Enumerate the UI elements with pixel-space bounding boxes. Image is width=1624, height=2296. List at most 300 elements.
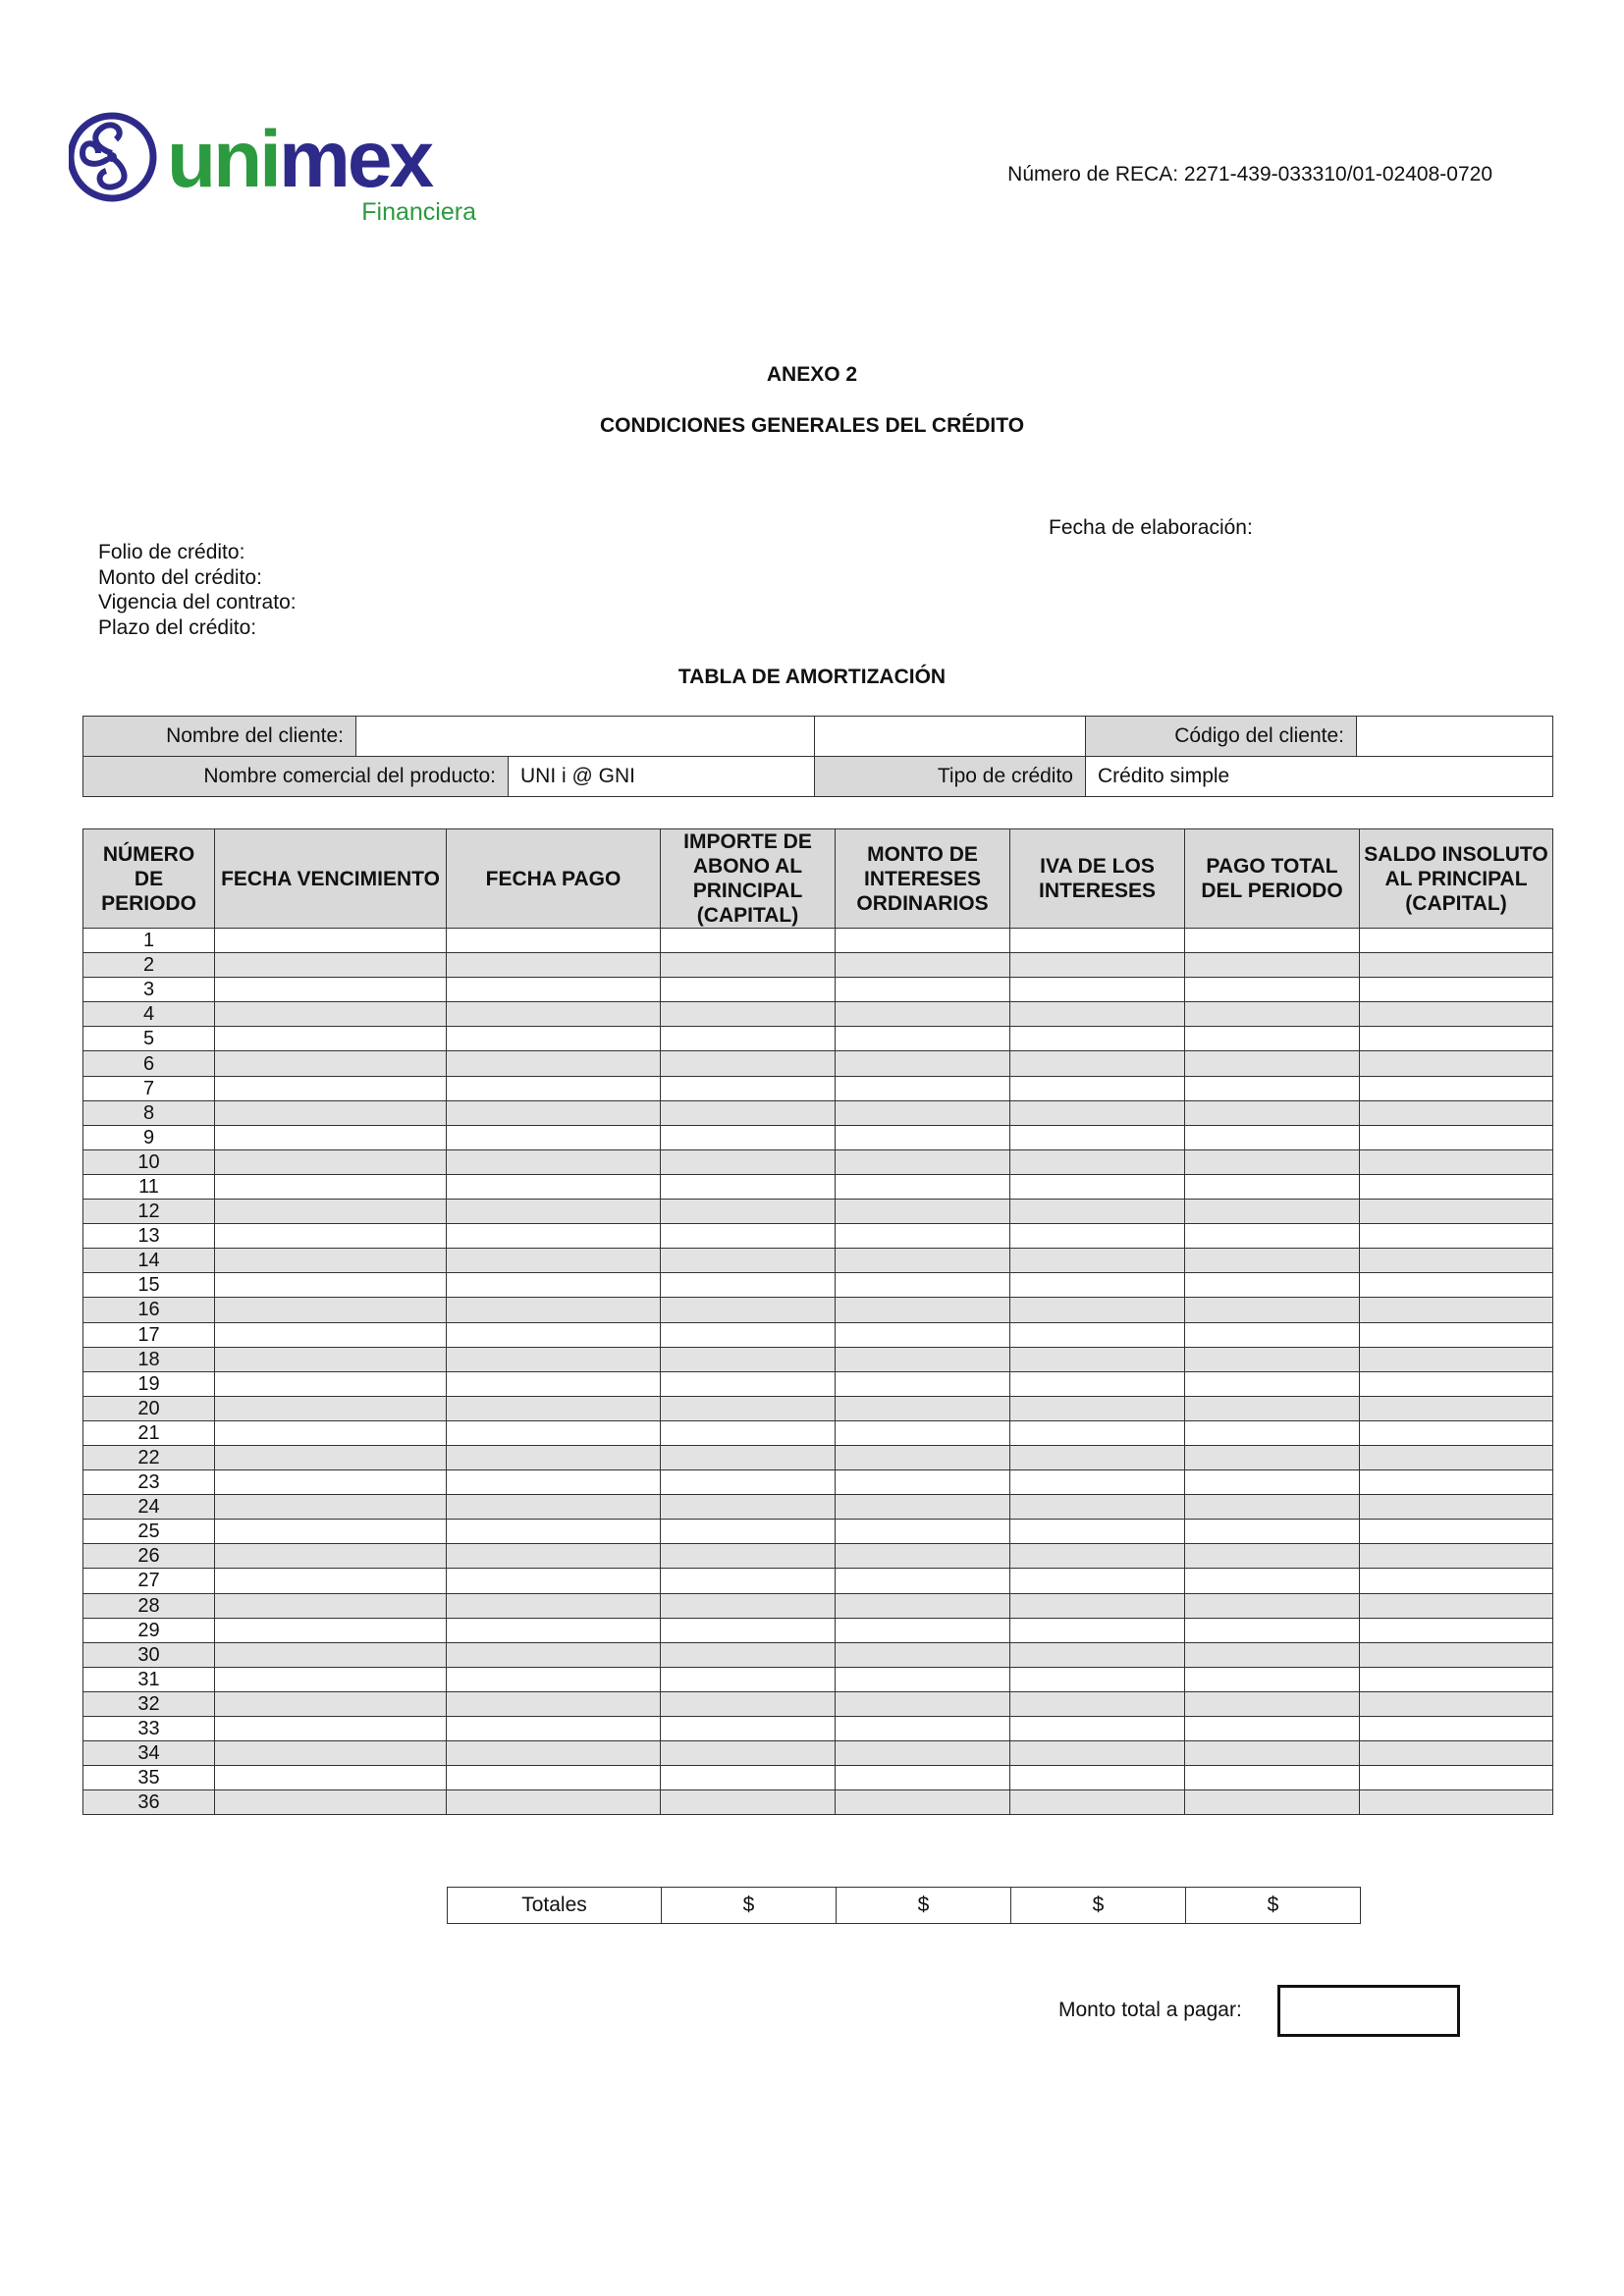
table-cell[interactable]	[1185, 1100, 1360, 1125]
table-row	[83, 1249, 1553, 1273]
table-cell[interactable]	[1010, 1149, 1185, 1174]
table-cell[interactable]	[215, 1618, 447, 1642]
table-cell[interactable]	[447, 1717, 661, 1741]
table-cell[interactable]	[447, 929, 661, 953]
table-cell[interactable]	[215, 1273, 447, 1298]
table-cell[interactable]	[215, 1051, 447, 1076]
table-cell[interactable]	[1010, 1766, 1185, 1790]
table-cell[interactable]	[447, 1174, 661, 1199]
table-cell[interactable]	[1360, 1027, 1553, 1051]
table-cell[interactable]	[447, 1445, 661, 1469]
table-cell[interactable]	[1360, 1200, 1553, 1224]
table-cell[interactable]	[1185, 1027, 1360, 1051]
table-cell[interactable]	[447, 1273, 661, 1298]
table-cell[interactable]	[215, 1569, 447, 1593]
table-cell[interactable]	[1360, 1790, 1553, 1815]
table-cell[interactable]	[836, 1347, 1010, 1371]
table-cell[interactable]	[1185, 1174, 1360, 1199]
table-cell[interactable]	[1010, 929, 1185, 953]
table-cell[interactable]	[447, 1200, 661, 1224]
table-cell[interactable]	[661, 1149, 836, 1174]
table-cell[interactable]	[1185, 1051, 1360, 1076]
table-cell[interactable]	[836, 1691, 1010, 1716]
table-cell[interactable]	[1010, 1027, 1185, 1051]
table-cell[interactable]	[1185, 1642, 1360, 1667]
table-cell[interactable]	[1010, 1667, 1185, 1691]
table-cell[interactable]	[215, 978, 447, 1002]
total-principal: $	[662, 1888, 837, 1924]
table-cell[interactable]	[1185, 1766, 1360, 1790]
table-cell[interactable]	[1010, 1790, 1185, 1815]
table-cell[interactable]	[1185, 1691, 1360, 1716]
table-cell[interactable]	[661, 1766, 836, 1790]
table-cell[interactable]	[661, 929, 836, 953]
table-cell[interactable]	[661, 1347, 836, 1371]
table-cell[interactable]	[661, 1100, 836, 1125]
period-number: 17	[83, 1322, 215, 1347]
table-cell[interactable]	[661, 1520, 836, 1544]
table-cell[interactable]	[1010, 1174, 1185, 1199]
table-cell[interactable]	[836, 1667, 1010, 1691]
table-cell[interactable]	[1360, 1544, 1553, 1569]
monto-label: Monto del crédito:	[98, 565, 262, 589]
table-cell[interactable]	[1360, 1396, 1553, 1420]
table-cell[interactable]	[1360, 1100, 1553, 1125]
table-cell[interactable]	[1010, 1396, 1185, 1420]
folio-label: Folio de crédito:	[98, 541, 245, 563]
table-row	[83, 1347, 1553, 1371]
table-cell[interactable]	[1010, 1347, 1185, 1371]
table-cell[interactable]	[1185, 1544, 1360, 1569]
table-cell[interactable]	[1360, 953, 1553, 978]
table-cell[interactable]	[1185, 953, 1360, 978]
table-cell[interactable]	[1010, 1100, 1185, 1125]
table-cell[interactable]	[836, 1125, 1010, 1149]
table-cell[interactable]	[1010, 1741, 1185, 1766]
table-cell[interactable]	[836, 1322, 1010, 1347]
table-cell[interactable]	[661, 1273, 836, 1298]
table-cell[interactable]	[447, 1766, 661, 1790]
table-cell[interactable]	[661, 1790, 836, 1815]
table-cell[interactable]	[447, 1495, 661, 1520]
table-cell[interactable]	[1360, 1125, 1553, 1149]
table-cell[interactable]	[215, 1076, 447, 1100]
monto-total-field[interactable]	[1277, 1985, 1460, 2037]
table-cell[interactable]	[661, 1544, 836, 1569]
table-cell[interactable]	[447, 1051, 661, 1076]
table-cell[interactable]	[1185, 1445, 1360, 1469]
table-cell[interactable]	[836, 978, 1010, 1002]
table-cell[interactable]	[1010, 953, 1185, 978]
table-cell[interactable]	[1360, 1495, 1553, 1520]
table-cell[interactable]	[1010, 1618, 1185, 1642]
table-cell[interactable]	[836, 1273, 1010, 1298]
table-cell[interactable]	[1360, 1445, 1553, 1469]
period-number: 35	[83, 1766, 215, 1790]
table-cell[interactable]	[215, 1766, 447, 1790]
table-cell[interactable]	[836, 1076, 1010, 1100]
table-cell[interactable]	[1010, 1200, 1185, 1224]
table-cell[interactable]	[1185, 1569, 1360, 1593]
table-cell[interactable]	[1185, 1396, 1360, 1420]
table-cell[interactable]	[661, 1470, 836, 1495]
table-cell[interactable]	[836, 929, 1010, 953]
table-cell[interactable]	[1360, 1298, 1553, 1322]
client-code-field[interactable]	[1357, 717, 1553, 757]
table-cell[interactable]	[447, 1249, 661, 1273]
table-cell[interactable]	[661, 1593, 836, 1618]
table-cell[interactable]	[1185, 1790, 1360, 1815]
table-cell[interactable]	[1360, 1569, 1553, 1593]
table-cell[interactable]	[215, 1224, 447, 1249]
table-cell[interactable]	[215, 1470, 447, 1495]
period-number: 28	[83, 1593, 215, 1618]
table-cell[interactable]	[1010, 1593, 1185, 1618]
total-pago: $	[1186, 1888, 1361, 1924]
table-cell[interactable]	[1185, 1420, 1360, 1445]
table-cell[interactable]	[661, 1741, 836, 1766]
table-row	[83, 1051, 1553, 1076]
table-cell[interactable]	[1185, 1717, 1360, 1741]
table-cell[interactable]	[1360, 1766, 1553, 1790]
table-cell[interactable]	[661, 1125, 836, 1149]
table-cell[interactable]	[447, 1618, 661, 1642]
period-number: 14	[83, 1249, 215, 1273]
table-cell[interactable]	[215, 1174, 447, 1199]
period-number: 33	[83, 1717, 215, 1741]
table-cell[interactable]	[1010, 1544, 1185, 1569]
column-header: NÚMERO DE PERIODO	[83, 829, 215, 929]
table-cell[interactable]	[215, 1445, 447, 1469]
table-cell[interactable]	[447, 1593, 661, 1618]
table-cell[interactable]	[836, 1298, 1010, 1322]
table-cell[interactable]	[447, 1149, 661, 1174]
table-row	[83, 1100, 1553, 1125]
table-cell[interactable]	[215, 1371, 447, 1396]
table-cell[interactable]	[1010, 1076, 1185, 1100]
table-row	[83, 1717, 1553, 1741]
column-header: FECHA PAGO	[447, 829, 661, 929]
table-cell[interactable]	[1360, 1149, 1553, 1174]
table-cell[interactable]	[661, 1667, 836, 1691]
table-cell[interactable]	[447, 1224, 661, 1249]
table-cell[interactable]	[661, 978, 836, 1002]
table-row	[83, 953, 1553, 978]
table-cell[interactable]	[1185, 1224, 1360, 1249]
period-number: 9	[83, 1125, 215, 1149]
table-cell[interactable]	[215, 1520, 447, 1544]
totals-table	[447, 1887, 1361, 1924]
table-cell[interactable]	[661, 1076, 836, 1100]
table-cell[interactable]	[836, 1642, 1010, 1667]
table-cell[interactable]	[447, 1396, 661, 1420]
table-cell[interactable]	[447, 1076, 661, 1100]
table-cell[interactable]	[1010, 1691, 1185, 1716]
table-cell[interactable]	[1360, 1002, 1553, 1027]
logo-subtext: Financiera	[361, 198, 476, 226]
table-cell[interactable]	[661, 1051, 836, 1076]
logo-text: unimex	[167, 115, 432, 204]
table-cell[interactable]	[215, 953, 447, 978]
table-cell[interactable]	[447, 1520, 661, 1544]
column-header: IVA DE LOS INTERESES	[1010, 829, 1185, 929]
table-cell[interactable]	[447, 1100, 661, 1125]
table-cell[interactable]	[1010, 1569, 1185, 1593]
table-cell[interactable]	[1360, 1717, 1553, 1741]
table-cell[interactable]	[447, 1691, 661, 1716]
table-cell[interactable]	[1360, 1520, 1553, 1544]
table-cell[interactable]	[1185, 1149, 1360, 1174]
table-cell[interactable]	[836, 1149, 1010, 1174]
table-cell[interactable]	[836, 1593, 1010, 1618]
table-cell[interactable]	[1360, 1618, 1553, 1642]
period-number: 6	[83, 1051, 215, 1076]
client-code-label: Código del cliente:	[1086, 717, 1357, 757]
table-cell[interactable]	[215, 1691, 447, 1716]
table-cell[interactable]	[215, 1200, 447, 1224]
period-number: 3	[83, 978, 215, 1002]
table-cell[interactable]	[447, 1322, 661, 1347]
table-cell[interactable]	[447, 1347, 661, 1371]
table-cell[interactable]	[661, 1691, 836, 1716]
table-cell[interactable]	[1360, 1273, 1553, 1298]
table-cell[interactable]	[1010, 1224, 1185, 1249]
table-cell[interactable]	[1010, 1470, 1185, 1495]
table-cell[interactable]	[661, 1642, 836, 1667]
table-cell[interactable]	[447, 1470, 661, 1495]
table-cell[interactable]	[836, 1766, 1010, 1790]
period-number: 16	[83, 1298, 215, 1322]
table-cell[interactable]	[215, 1002, 447, 1027]
table-row	[83, 1396, 1553, 1420]
table-cell[interactable]	[836, 1569, 1010, 1593]
table-cell[interactable]	[1360, 1642, 1553, 1667]
period-number: 4	[83, 1002, 215, 1027]
table-cell[interactable]	[1185, 1371, 1360, 1396]
table-cell[interactable]	[1185, 1741, 1360, 1766]
table-cell[interactable]	[836, 1100, 1010, 1125]
table-cell[interactable]	[661, 1249, 836, 1273]
table-cell[interactable]	[1010, 1249, 1185, 1273]
table-cell[interactable]	[1360, 1741, 1553, 1766]
table-cell[interactable]	[661, 1224, 836, 1249]
product-name-label: Nombre comercial del producto:	[83, 757, 509, 797]
table-cell[interactable]	[1360, 1051, 1553, 1076]
column-header: FECHA VENCIMIENTO	[215, 829, 447, 929]
table-cell[interactable]	[1185, 1667, 1360, 1691]
table-cell[interactable]	[661, 1445, 836, 1469]
table-cell[interactable]	[1010, 1520, 1185, 1544]
table-cell[interactable]	[1010, 1717, 1185, 1741]
table-row	[83, 1125, 1553, 1149]
table-cell[interactable]	[447, 1125, 661, 1149]
table-cell[interactable]	[836, 1544, 1010, 1569]
table-cell[interactable]	[1185, 1470, 1360, 1495]
table-cell[interactable]	[215, 1495, 447, 1520]
table-cell[interactable]	[661, 1174, 836, 1199]
table-cell[interactable]	[215, 1125, 447, 1149]
table-cell[interactable]	[1360, 929, 1553, 953]
client-name-field-extra[interactable]	[815, 717, 1086, 757]
table-cell[interactable]	[215, 1298, 447, 1322]
table-row	[83, 1224, 1553, 1249]
table-cell[interactable]	[836, 1420, 1010, 1445]
table-cell[interactable]	[215, 1322, 447, 1347]
table-cell[interactable]	[215, 1667, 447, 1691]
table-cell[interactable]	[661, 1495, 836, 1520]
table-row	[83, 1618, 1553, 1642]
table-row	[83, 1642, 1553, 1667]
table-cell[interactable]	[1360, 1593, 1553, 1618]
table-cell[interactable]	[1010, 978, 1185, 1002]
table-cell[interactable]	[1185, 1273, 1360, 1298]
table-cell[interactable]	[836, 1051, 1010, 1076]
table-cell[interactable]	[1360, 1174, 1553, 1199]
table-cell[interactable]	[836, 1224, 1010, 1249]
table-cell[interactable]	[1185, 1618, 1360, 1642]
table-cell[interactable]	[661, 1200, 836, 1224]
table-cell[interactable]	[1185, 1249, 1360, 1273]
table-cell[interactable]	[1010, 1445, 1185, 1469]
table-cell[interactable]	[215, 1249, 447, 1273]
table-cell[interactable]	[447, 1298, 661, 1322]
table-cell[interactable]	[661, 1027, 836, 1051]
period-number: 32	[83, 1691, 215, 1716]
table-cell[interactable]	[447, 978, 661, 1002]
table-cell[interactable]	[1185, 1495, 1360, 1520]
table-row	[83, 1495, 1553, 1520]
table-cell[interactable]	[836, 953, 1010, 978]
credit-type-label: Tipo de crédito	[815, 757, 1086, 797]
table-cell[interactable]	[1185, 1593, 1360, 1618]
table-cell[interactable]	[836, 1741, 1010, 1766]
table-cell[interactable]	[661, 1371, 836, 1396]
table-cell[interactable]	[1360, 978, 1553, 1002]
table-cell[interactable]	[215, 929, 447, 953]
table-cell[interactable]	[836, 1495, 1010, 1520]
monto-total-label: Monto total a pagar:	[1058, 1999, 1242, 2021]
table-cell[interactable]	[661, 1420, 836, 1445]
table-cell[interactable]	[1010, 1273, 1185, 1298]
table-cell[interactable]	[1360, 1322, 1553, 1347]
table-cell[interactable]	[215, 1741, 447, 1766]
table-cell[interactable]	[447, 1420, 661, 1445]
table-cell[interactable]	[447, 1741, 661, 1766]
table-cell[interactable]	[836, 1396, 1010, 1420]
table-cell[interactable]	[447, 1544, 661, 1569]
table-cell[interactable]	[836, 1174, 1010, 1199]
table-cell[interactable]	[836, 1200, 1010, 1224]
table-cell[interactable]	[836, 1371, 1010, 1396]
table-cell[interactable]	[1010, 1322, 1185, 1347]
table-cell[interactable]	[447, 1642, 661, 1667]
table-cell[interactable]	[836, 1249, 1010, 1273]
table-cell[interactable]	[661, 1298, 836, 1322]
table-cell[interactable]	[1010, 1495, 1185, 1520]
table-cell[interactable]	[661, 1618, 836, 1642]
table-cell[interactable]	[447, 1569, 661, 1593]
table-cell[interactable]	[661, 1717, 836, 1741]
table-row	[83, 1298, 1553, 1322]
table-cell[interactable]	[215, 1420, 447, 1445]
table-cell[interactable]	[215, 1642, 447, 1667]
table-cell[interactable]	[836, 1717, 1010, 1741]
table-cell[interactable]	[1360, 1470, 1553, 1495]
table-cell[interactable]	[1185, 1347, 1360, 1371]
table-cell[interactable]	[447, 1371, 661, 1396]
table-cell[interactable]	[1360, 1224, 1553, 1249]
table-cell[interactable]	[215, 1027, 447, 1051]
table-cell[interactable]	[1185, 978, 1360, 1002]
table-cell[interactable]	[215, 1100, 447, 1125]
table-cell[interactable]	[661, 1002, 836, 1027]
table-cell[interactable]	[1185, 1125, 1360, 1149]
table-cell[interactable]	[447, 1790, 661, 1815]
table-cell[interactable]	[661, 1396, 836, 1420]
table-cell[interactable]	[836, 1445, 1010, 1469]
table-cell[interactable]	[1360, 1347, 1553, 1371]
table-cell[interactable]	[836, 1002, 1010, 1027]
table-cell[interactable]	[1360, 1667, 1553, 1691]
table-cell[interactable]	[447, 1667, 661, 1691]
table-cell[interactable]	[215, 1593, 447, 1618]
table-cell[interactable]	[215, 1347, 447, 1371]
table-cell[interactable]	[1185, 1322, 1360, 1347]
table-cell[interactable]	[836, 1618, 1010, 1642]
table-cell[interactable]	[1185, 1298, 1360, 1322]
table-cell[interactable]	[447, 1002, 661, 1027]
table-cell[interactable]	[1010, 1002, 1185, 1027]
table-cell[interactable]	[1010, 1642, 1185, 1667]
table-cell[interactable]	[836, 1470, 1010, 1495]
table-cell[interactable]	[215, 1790, 447, 1815]
period-number: 21	[83, 1420, 215, 1445]
table-cell[interactable]	[1010, 1298, 1185, 1322]
table-cell[interactable]	[1185, 1520, 1360, 1544]
table-cell[interactable]	[447, 1027, 661, 1051]
table-cell[interactable]	[836, 1027, 1010, 1051]
table-cell[interactable]	[447, 953, 661, 978]
period-number: 15	[83, 1273, 215, 1298]
table-row	[83, 1470, 1553, 1495]
table-cell[interactable]	[1185, 1076, 1360, 1100]
table-cell[interactable]	[1010, 1420, 1185, 1445]
table-cell[interactable]	[1360, 1249, 1553, 1273]
table-cell[interactable]	[1185, 1200, 1360, 1224]
table-cell[interactable]	[215, 1544, 447, 1569]
table-cell[interactable]	[836, 1520, 1010, 1544]
table-cell[interactable]	[1185, 1002, 1360, 1027]
table-cell[interactable]	[661, 953, 836, 978]
table-cell[interactable]	[1360, 1371, 1553, 1396]
table-cell[interactable]	[1360, 1420, 1553, 1445]
table-cell[interactable]	[1010, 1125, 1185, 1149]
client-name-field[interactable]	[356, 717, 815, 757]
period-number: 27	[83, 1569, 215, 1593]
table-row	[83, 1691, 1553, 1716]
table-cell[interactable]	[661, 1322, 836, 1347]
table-cell[interactable]	[215, 1717, 447, 1741]
table-cell[interactable]	[215, 1149, 447, 1174]
table-cell[interactable]	[1010, 1371, 1185, 1396]
table-cell[interactable]	[1360, 1691, 1553, 1716]
table-cell[interactable]	[1010, 1051, 1185, 1076]
table-cell[interactable]	[661, 1569, 836, 1593]
table-cell[interactable]	[1185, 929, 1360, 953]
table-cell[interactable]	[836, 1790, 1010, 1815]
table-cell[interactable]	[215, 1396, 447, 1420]
table-cell[interactable]	[1360, 1076, 1553, 1100]
